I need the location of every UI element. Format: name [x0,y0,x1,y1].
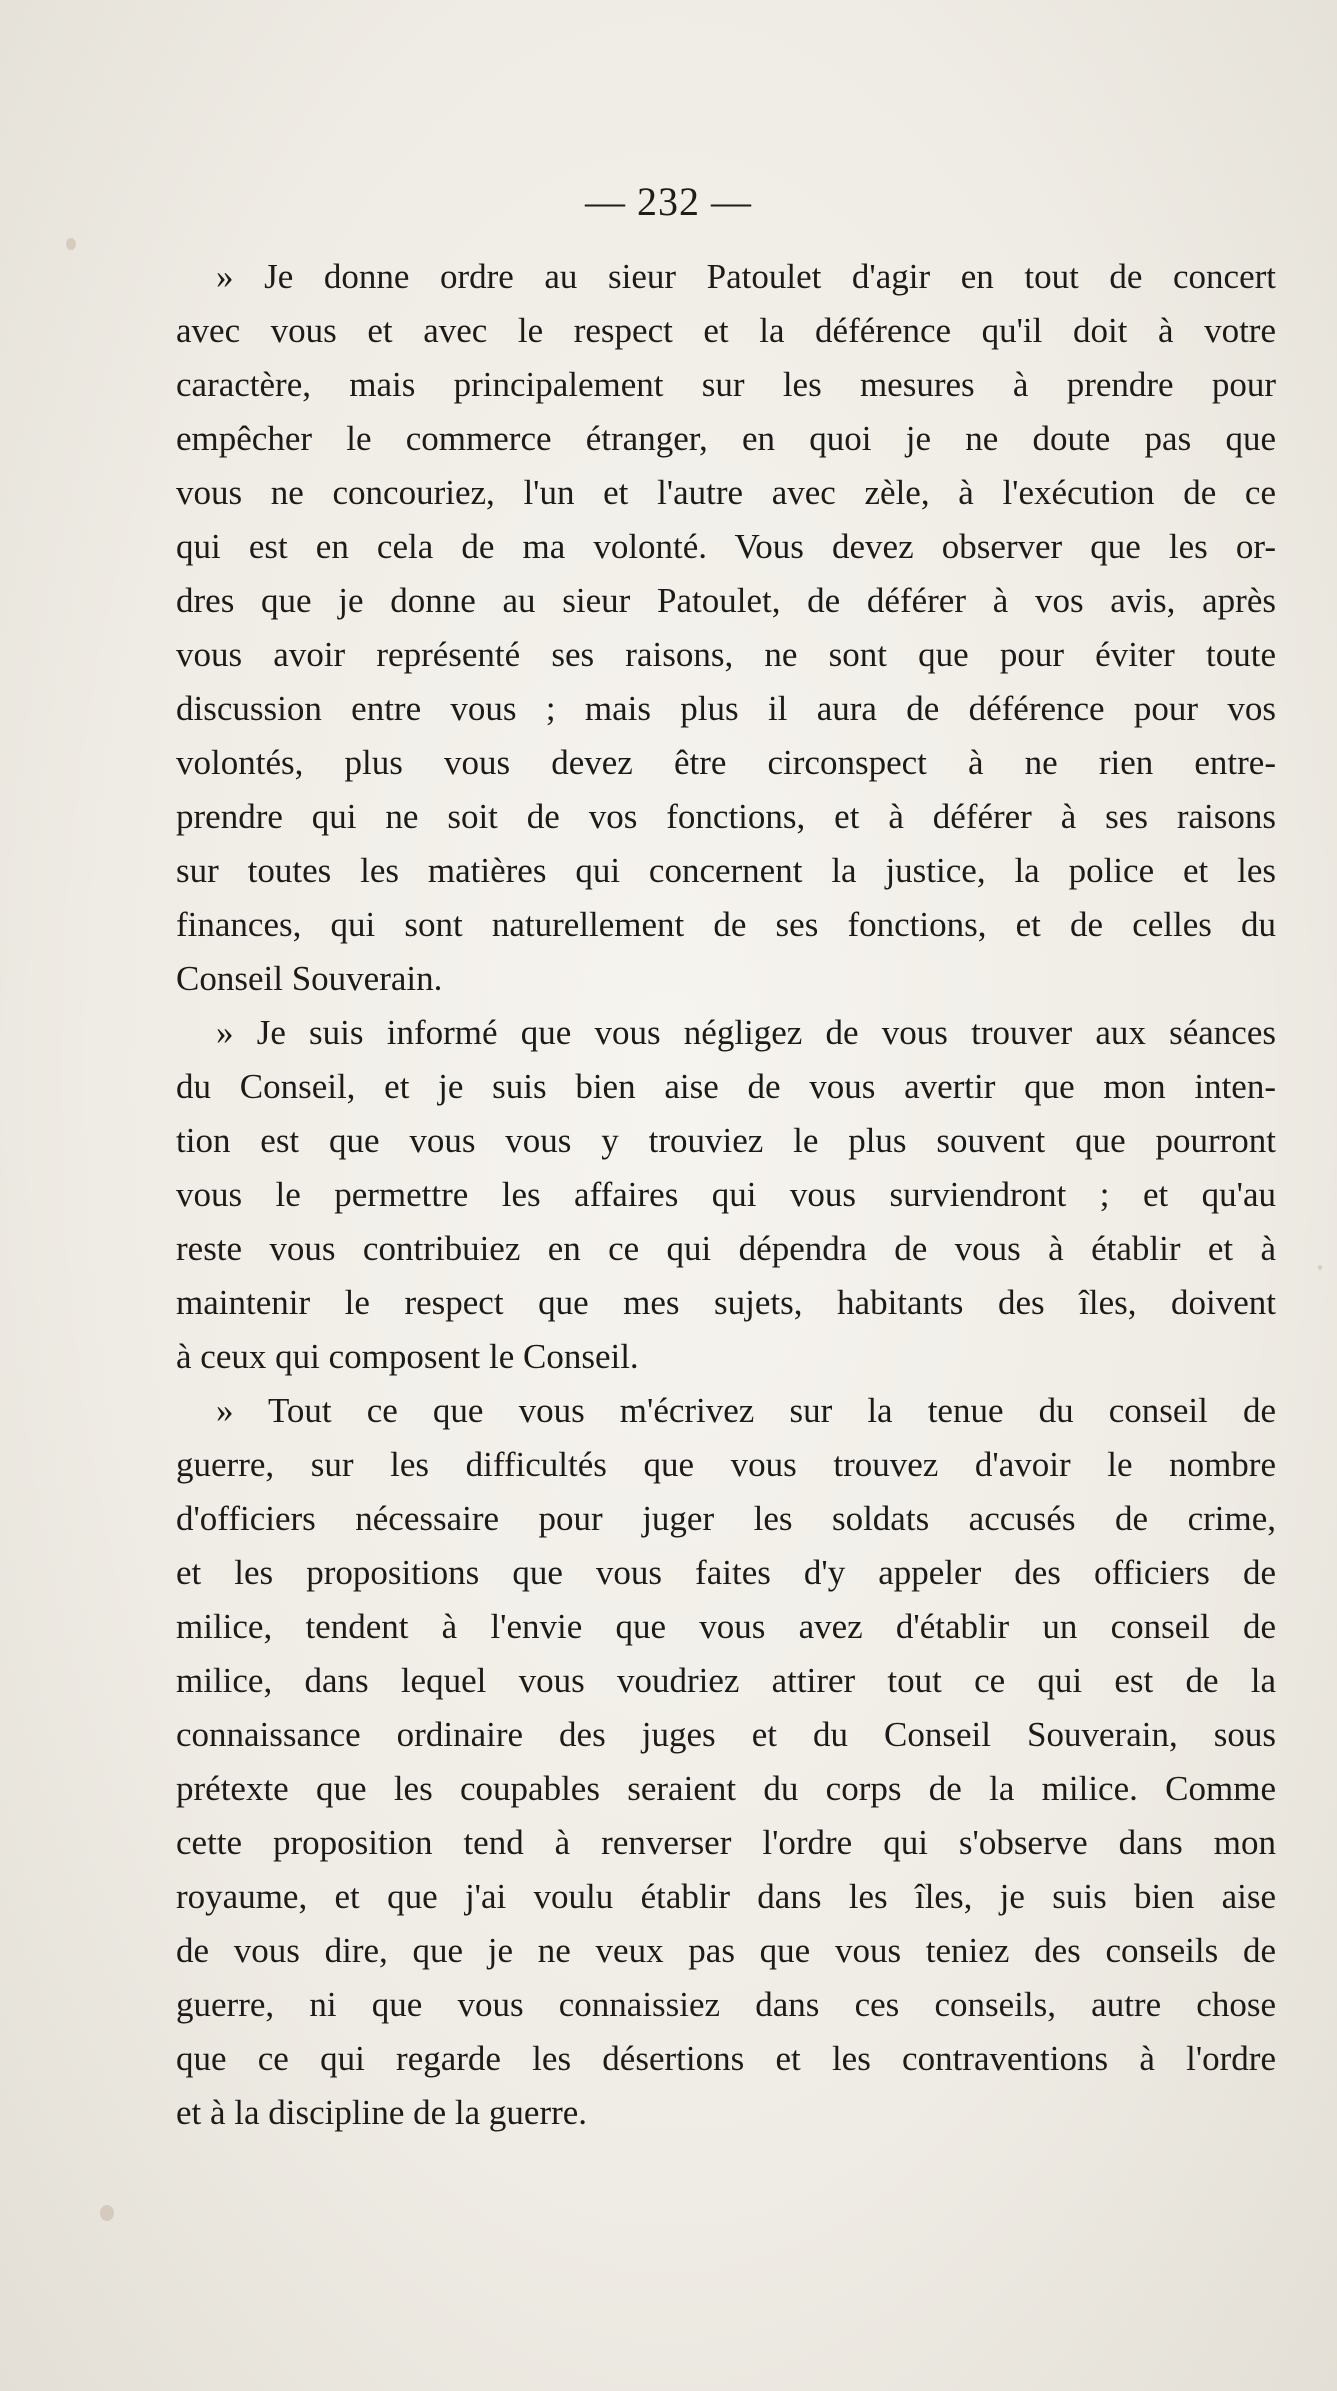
text-line: empêcher le commerce étranger, en quoi je ne doute pas que [176,419,1276,458]
text-line: du Conseil, et je suis bien aise de vous avertir que mon inten- [176,1067,1276,1106]
text-line: reste vous contribuiez en ce qui dépendra de vous à établir et à [176,1229,1276,1268]
text-line: » Je donne ordre au sieur Patoulet d'agir en tout de concert [216,257,1276,296]
text-line: prendre qui ne soit de vos fonctions, et à déférer à ses raisons [176,797,1276,836]
body-text [176,250,1276,2140]
text-line: connaissance ordinaire des juges et du Conseil Souverain, sous [176,1715,1276,1754]
text-line: finances, qui sont naturellement de ses fonctions, et de celles du [176,905,1276,944]
text-line: discussion entre vous ; mais plus il aura de déférence pour vos [176,689,1276,728]
paragraph [176,1006,1276,1384]
text-line: guerre, ni que vous connaissiez dans ces conseils, autre chose [176,1985,1276,2024]
text-line: de vous dire, que je ne veux pas que vous teniez des conseils de [176,1931,1276,1970]
text-line: sur toutes les matières qui concernent la justice, la police et les [176,851,1276,890]
paragraph [176,250,1276,1006]
text-line: cette proposition tend à renverser l'ordre qui s'observe dans mon [176,1823,1276,1862]
paper-speck [1318,1265,1322,1270]
text-line: qui est en cela de ma volonté. Vous devez observer que les or- [176,527,1276,566]
paper-speck [100,2205,114,2221]
text-line: caractère, mais principalement sur les mesures à prendre pour [176,365,1276,404]
text-line: d'officiers nécessaire pour juger les soldats accusés de crime, [176,1499,1276,1538]
page-number: — 232 — [585,179,752,224]
text-line: guerre, sur les difficultés que vous trouvez d'avoir le nombre [176,1445,1276,1484]
text-line: vous avoir représenté ses raisons, ne sont que pour éviter toute [176,635,1276,674]
text-line: prétexte que les coupables seraient du corps de la milice. Comme [176,1769,1276,1808]
text-line: et à la discipline de la guerre. [176,2093,588,2132]
text-line: dres que je donne au sieur Patoulet, de déférer à vos avis, après [176,581,1276,620]
text-line: tion est que vous vous y trouviez le plus souvent que pourront [176,1121,1276,1160]
text-line: milice, tendent à l'envie que vous avez d'établir un conseil de [176,1607,1276,1646]
text-line: à ceux qui composent le Conseil. [176,1337,639,1376]
text-line: que ce qui regarde les désertions et les contraventions à l'ordre [176,2039,1276,2078]
text-line: milice, dans lequel vous voudriez attirer tout ce qui est de la [176,1661,1276,1700]
text-line: volontés, plus vous devez être circonspect à ne rien entre- [176,743,1276,782]
text-line: vous le permettre les affaires qui vous surviendront ; et qu'au [176,1175,1276,1214]
text-line: maintenir le respect que mes sujets, habitants des îles, doivent [176,1283,1276,1322]
text-line: et les propositions que vous faites d'y appeler des officiers de [176,1553,1276,1592]
text-line: Conseil Souverain. [176,959,443,998]
text-line: » Je suis informé que vous négligez de vous trouver aux séances [216,1013,1276,1052]
text-line: » Tout ce que vous m'écrivez sur la tenue du conseil de [216,1391,1276,1430]
text-line: vous ne concouriez, l'un et l'autre avec zèle, à l'exécution de ce [176,473,1276,512]
paper-speck [66,238,76,250]
text-line: royaume, et que j'ai voulu établir dans les îles, je suis bien aise [176,1877,1276,1916]
paragraph [176,1384,1276,2140]
text-line: avec vous et avec le respect et la déférence qu'il doit à votre [176,311,1276,350]
